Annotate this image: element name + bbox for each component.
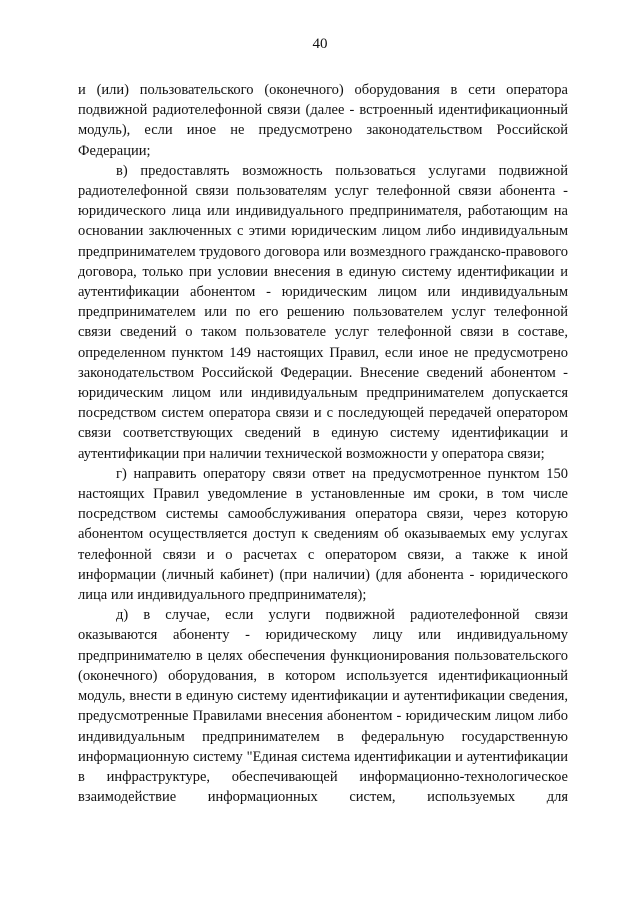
paragraph-item-d: д) в случае, если услуги подвижной радиотелефонной связи оказываются абоненту - юридическому лицу или индивидуальному предпринимателю в целях обеспечения функционирования пользовательского (оконечного) оборудования, в котором используется идентификационный модуль, внести в единую систему идентификации и аутентификации сведения, предусмотренные Правилами внесения абонентом - юридическим лицом либо индивидуальным предпринимателем в федеральную государственную информационную систему "Единая система идентификации и аутентификации в инфраструктуре, обеспечивающей информационно-технологическое взаимодействие информационных систем, используемых для xyxy=(78,607,568,806)
paragraph-item-v: в) предоставлять возможность пользоваться услугами подвижной радиотелефонной связи пользователям услуг телефонной связи абонента - юридического лица или индивидуального предпринимателя, работающим на основании заключенных с этими юридическим лицом либо индивидуальным предпринимателем трудового договора или возмездного гражданско-правового договора, только при условии внесения в единую систему идентификации и аутентификации абонентом - юридическим лицом или индивидуальным предпринимателем или по его решению пользователем услуг телефонной связи сведений о таком пользователе услуг телефонной связи в составе, определенном пунктом 149 настоящих Правил, если иное не предусмотрено законодательством Российской Федерации. Внесение сведений абонентом - юридическим лицом или индивидуальным предпринимателем допускается посредством систем оператора связи и с последующей передачей оператором связи соответствующих сведений в единую систему идентификации и аутентификации при наличии технической возможности у оператора связи; xyxy=(78,162,568,462)
paragraph-continuation: и (или) пользовательского (оконечного) оборудования в сети оператора подвижной радиотелефонной связи (далее - встроенный идентификационный модуль), если иное не предусмотрено законодательством Российской Федерации; xyxy=(78,82,568,159)
page-number: 40 xyxy=(312,36,328,52)
document-body xyxy=(78,80,568,807)
paragraph-item-g: г) направить оператору связи ответ на предусмотренное пунктом 150 настоящих Правил уведомление в установленные им сроки, в том числе посредством системы самообслуживания оператора связи, через которую абонентом осуществляется доступ к сведениям об оказываемых ему услугах телефонной связи и о расчетах с оператором связи, а также к иной информации (личный кабинет) (при наличии) (для абонента - юридического лица или индивидуального предпринимателя); xyxy=(78,465,568,604)
